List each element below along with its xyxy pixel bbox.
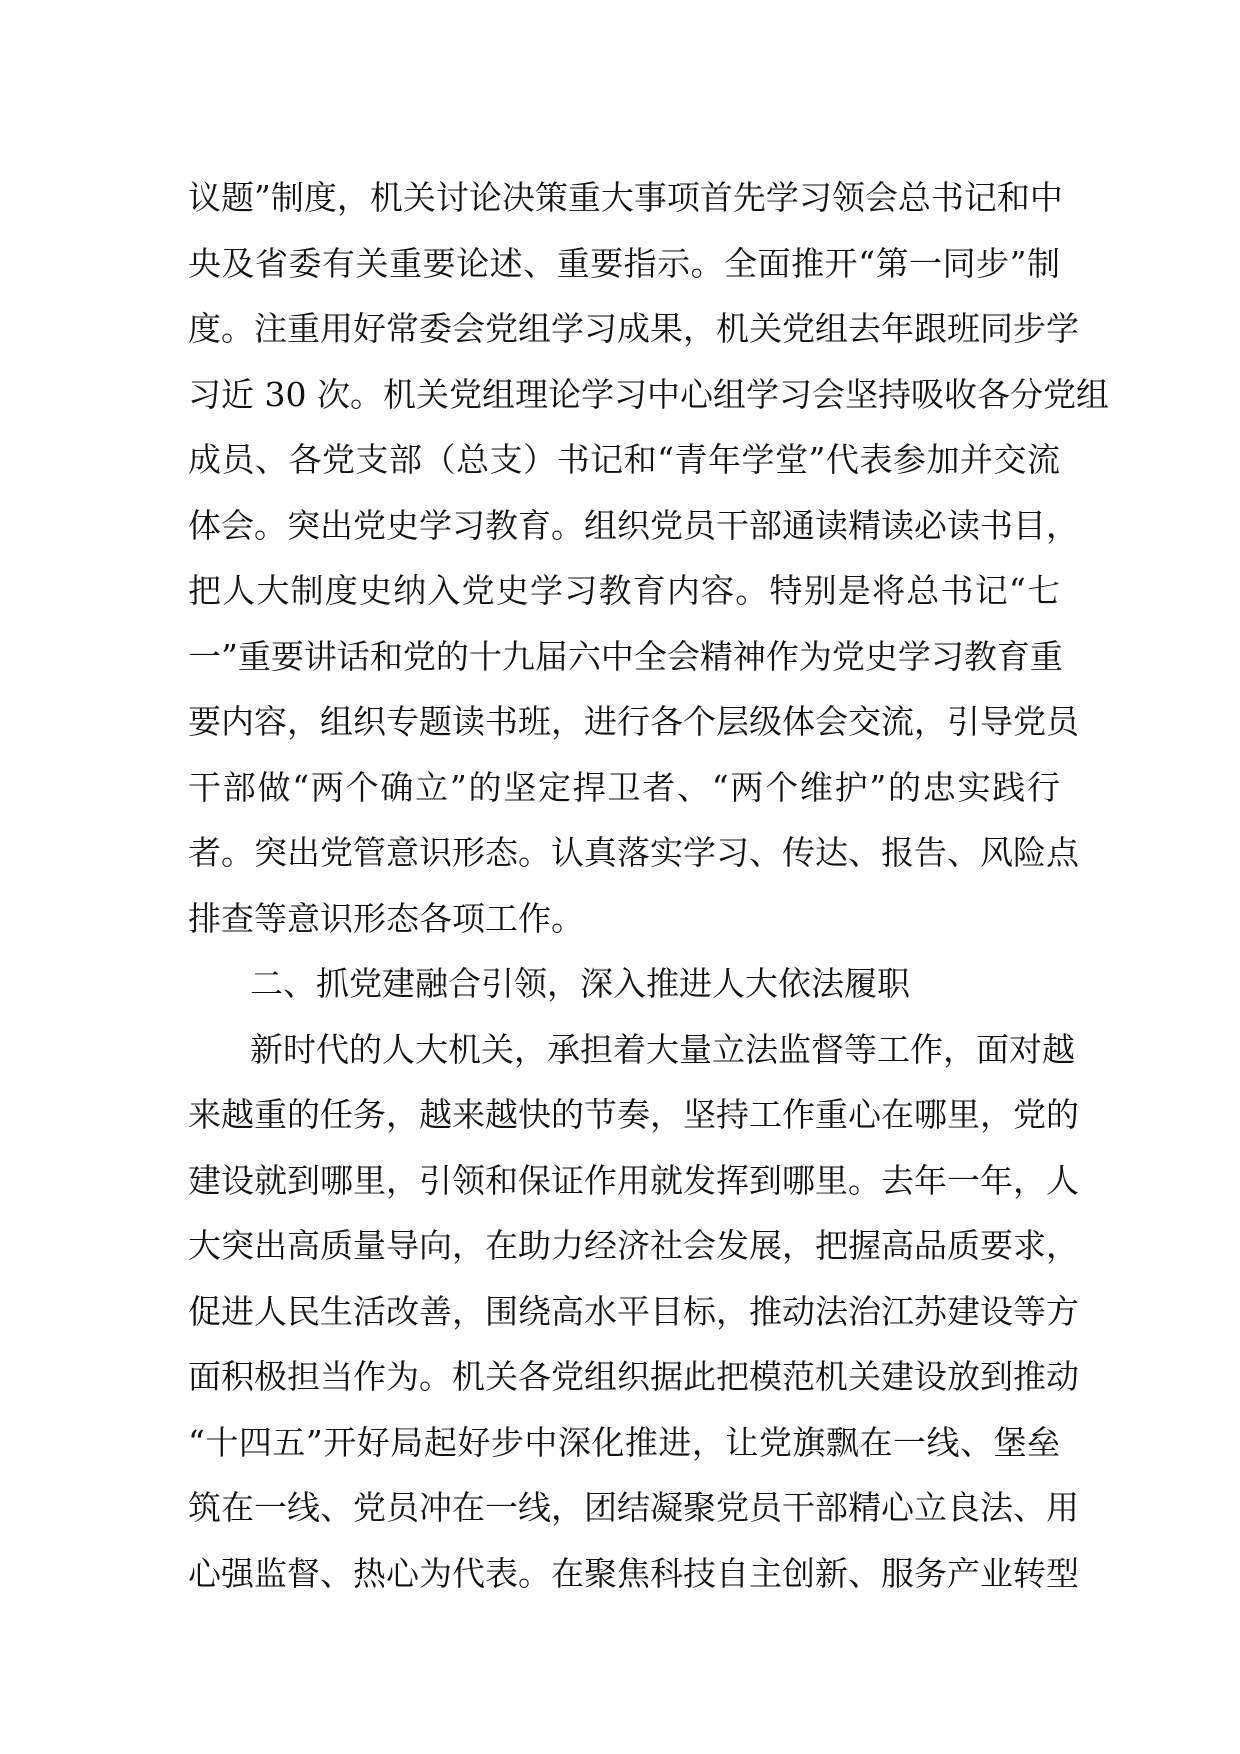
paragraph-line: 新时代的人大机关，承担着大量立法监督等工作，面对越 bbox=[250, 1029, 1075, 1069]
paragraph-line: 建设就到哪里，引领和保证作用就发挥到哪里。去年一年，人 bbox=[188, 1160, 1079, 1200]
paragraph-line: 干部做“两个确立”的坚定捍卫者、“两个维护”的忠实践行 bbox=[188, 767, 1060, 807]
paragraph-line: 者。突出党管意识形态。认真落实学习、传达、报告、风险点 bbox=[188, 833, 1079, 872]
paragraph-line: 度。注重用好常委会党组学习成果，机关党组去年跟班同步学 bbox=[188, 309, 1079, 348]
paragraph-line: 筑在一线、党员冲在一线，团结凝聚党员干部精心立良法、用 bbox=[188, 1488, 1079, 1527]
document-body bbox=[188, 165, 1109, 1606]
paragraph-line: 心强监督、热心为代表。在聚焦科技自主创新、服务产业转型 bbox=[188, 1553, 1079, 1593]
paragraph-line: 把人大制度史纳入党史学习教育内容。特别是将总书记“七 bbox=[188, 571, 1060, 610]
paragraph-line: 大突出高质量导向，在助力经济社会发展，把握高品质要求， bbox=[188, 1226, 1079, 1265]
paragraph-line: 面积极担当作为。机关各党组织据此把模范机关建设放到推动 bbox=[188, 1357, 1079, 1396]
paragraph-line: 体会。突出党史学习教育。组织党员干部通读精读必读书目， bbox=[188, 505, 1079, 545]
paragraph-line: 排查等意识形态各项工作。 bbox=[188, 898, 584, 938]
paragraph-line: “十四五”开好局起好步中深化推进，让党旗飘在一线、堡垒 bbox=[188, 1422, 1060, 1462]
section-heading: 二、抓党建融合引领，深入推进人大依法履职 bbox=[250, 964, 910, 1003]
paragraph-line: 习近 30 次。机关党组理论学习中心组学习会坚持吸收各分党组 bbox=[188, 374, 1109, 414]
paragraph-line: 成员、各党支部（总支）书记和“青年学堂”代表参加并交流 bbox=[188, 440, 1060, 479]
paragraph-line: 来越重的任务，越来越快的节奏，坚持工作重心在哪里，党的 bbox=[188, 1095, 1079, 1134]
paragraph-line: 一”重要讲话和党的十九届六中全会精神作为党史学习教育重 bbox=[188, 636, 1063, 676]
paragraph-line: 要内容，组织专题读书班，进行各个层级体会交流，引导党员 bbox=[188, 702, 1079, 741]
paragraph-line: 央及省委有关重要论述、重要指示。全面推开“第一同步”制 bbox=[188, 243, 1060, 283]
paragraph-line: 促进人民生活改善，围绕高水平目标，推动法治江苏建设等方 bbox=[188, 1291, 1079, 1331]
paragraph-line: 议题”制度，机关讨论决策重大事项首先学习领会总书记和中 bbox=[188, 178, 1063, 217]
